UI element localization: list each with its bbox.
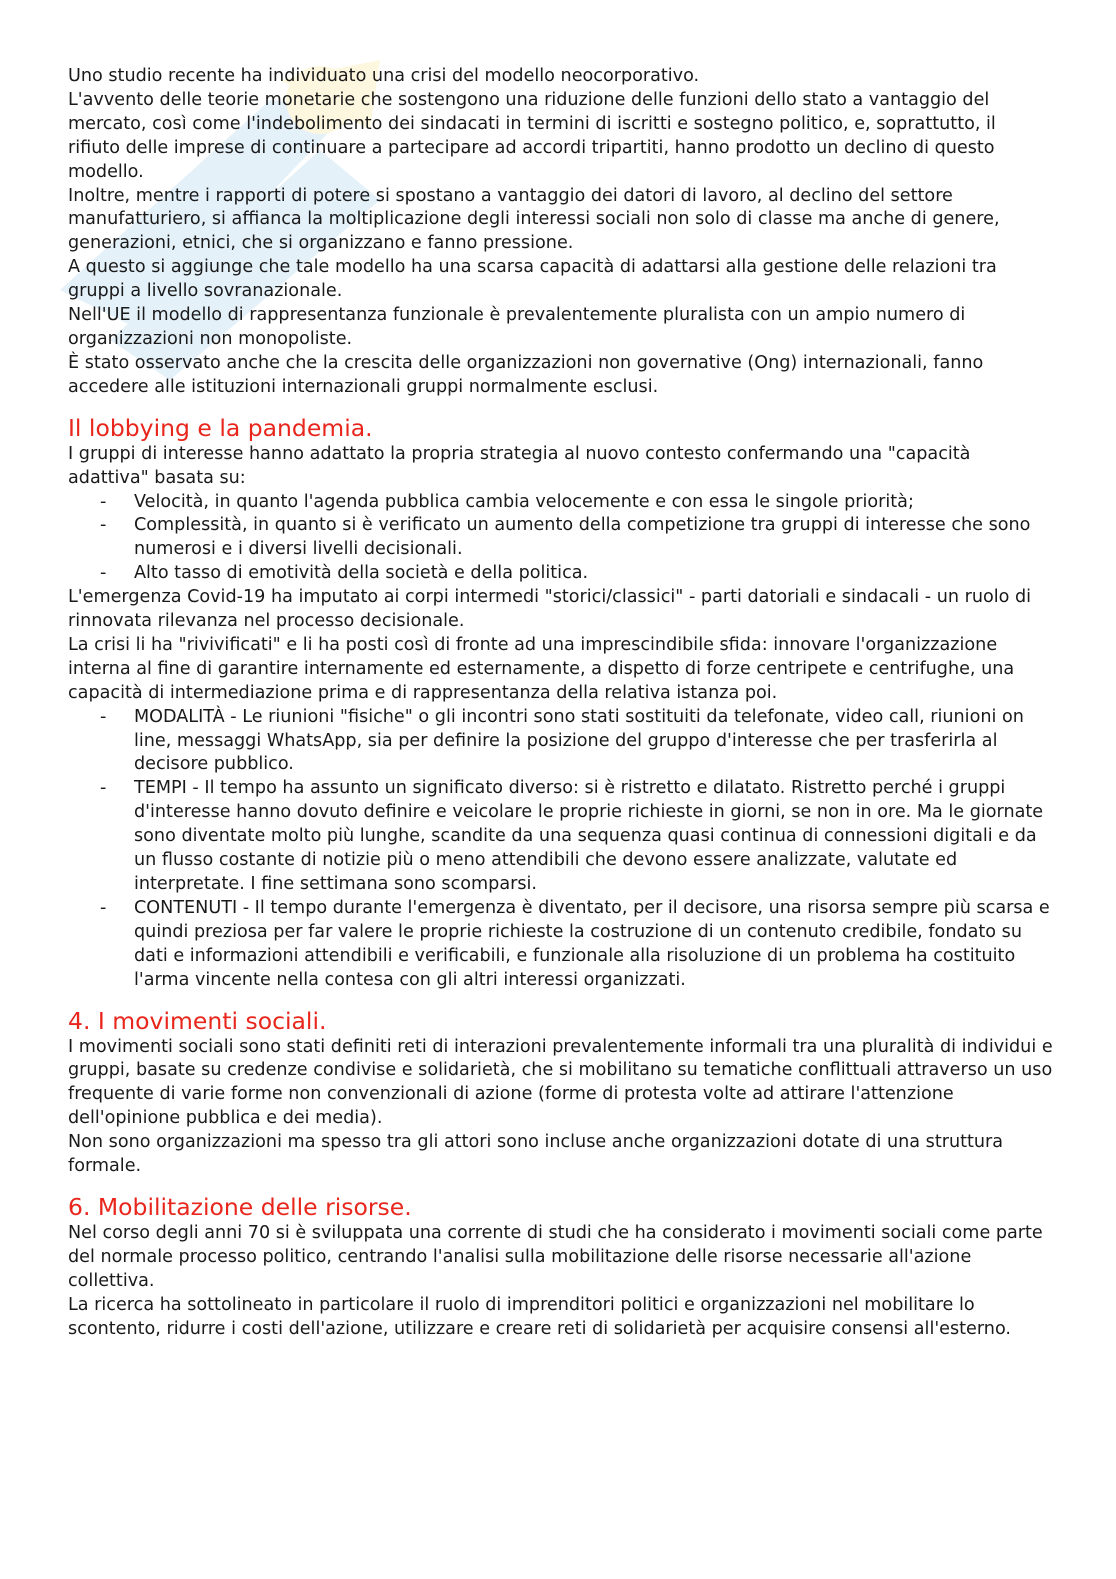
list-item-text: Velocità, in quanto l'agenda pubblica cambia velocemente e con essa le singole priorità; [134, 491, 914, 512]
bullet-dash: - [100, 491, 107, 512]
list-item-text: CONTENUTI - Il tempo durante l'emergenza è diventato, per il decisore, una risorsa sempre più scarsa e quindi preziosa per far valere le proprie richieste la costruzione di un contenuto credibile, fondato su dati e informazioni attendibili e verificabili, e funzionale alla risoluzione di un problema ha costituito l'arma vincente nella contesa con gli altri interessi organizzati. [134, 897, 1050, 990]
lobbying-intro: I gruppi di interesse hanno adattato la propria strategia al nuovo contesto confermando una "capacità adattiva" basata su: [68, 443, 971, 488]
mobilitazione-paragraph-1: Nel corso degli anni 70 si è sviluppata una corrente di studi che ha considerato i movimenti sociali come parte del normale processo politico, centrando l'analisi sulla mobilitazione delle risorse necessarie all'azione collettiva. [68, 1222, 1043, 1291]
bullet-dash: - [100, 897, 107, 918]
intro-paragraph-3: Inoltre, mentre i rapporti di potere si spostano a vantaggio dei datori di lavoro, al declino del settore manufatturiero, si affianca la moltiplicazione degli interessi sociali non solo di classe ma anche di genere, generazioni, etnici, che si organizzano e fanno pressione. [68, 185, 1000, 254]
intro-paragraph-1: Uno studio recente ha individuato una crisi del modello neocorporativo. [68, 66, 700, 86]
lobbying-bullet-list-1 [68, 491, 1053, 587]
mobilitazione-paragraph-2: La ricerca ha sottolineato in particolare il ruolo di imprenditori politici e organizzazioni nel mobilitare lo scontento, ridurre i costi dell'azione, utilizzare e creare reti di solidarietà per acquisire consensi all'esterno. [68, 1294, 1012, 1339]
list-item [68, 706, 1053, 778]
document-page [68, 65, 1053, 1342]
movimenti-paragraph-1: I movimenti sociali sono stati definiti reti di interazioni prevalentemente informali tra una pluralità di individui e gruppi, basate su credenze condivise e solidarietà, che si mobilitano su tematiche conflittuali attraverso un uso frequente di varie forme non convenzionali di azione (forme di protesta volte ad attirare l'attenzione dell'opinione pubblica e dei media). [68, 1036, 1053, 1129]
lobbying-bullet-list-2 [68, 706, 1053, 993]
intro-paragraph-5: Nell'UE il modello di rappresentanza funzionale è prevalentemente pluralista con un ampio numero di organizzazioni non monopoliste. [68, 305, 966, 349]
bullet-dash: - [100, 563, 107, 584]
movimenti-paragraph-2: Non sono organizzazioni ma spesso tra gli attori sono incluse anche organizzazioni dotate di una struttura formale. [68, 1132, 1004, 1177]
list-item [68, 562, 1053, 586]
section-heading-movimenti: 4. I movimenti sociali. [68, 1006, 327, 1035]
lobbying-paragraph-2: La crisi li ha "rivivificati" e li ha posti così di fronte ad una imprescindibile sfida: innovare l'organizzazione interna al fine di garantire internamente ed esternamente, a dispetto di forze centripete e centrifughe, una capacità di intermediazione prima e di rappresentanza della relativa istanza poi. [68, 634, 1015, 703]
list-item-text: Alto tasso di emotività della società e della politica. [134, 563, 589, 584]
list-item-text: MODALITÀ - Le riunioni "fisiche" o gli incontri sono stati sostituiti da telefonate, video call, riunioni on line, messaggi WhatsApp, sia per definire la posizione del gruppo d'interesse che per trasferirla al decisore pubblico. [134, 706, 1024, 775]
list-item [68, 777, 1053, 897]
lobbying-paragraph-1: L'emergenza Covid-19 ha imputato ai corpi intermedi "storici/classici" - parti datoriali e sindacali - un ruolo di rinnovata rilevanza nel processo decisionale. [68, 587, 1032, 632]
list-item [68, 897, 1053, 993]
list-item [68, 491, 1053, 515]
intro-paragraph-4: A questo si aggiunge che tale modello ha una scarsa capacità di adattarsi alla gestione delle relazioni tra gruppi a livello sovranazionale. [68, 257, 997, 302]
list-item [68, 514, 1053, 562]
section-heading-mobilitazione: 6. Mobilitazione delle risorse. [68, 1192, 412, 1221]
intro-paragraph-6: È stato osservato anche che la crescita delle organizzazioni non governative (Ong) internazionali, fanno accedere alle istituzioni internazionali gruppi normalmente esclusi. [68, 352, 984, 397]
list-item-text: TEMPI - Il tempo ha assunto un significato diverso: si è ristretto e dilatato. Ristretto perché i gruppi d'interesse hanno dovuto definire e veicolare le proprie richieste in giorni, se non in ore. Ma le giornate sono diventate molto più lunghe, scandite da una sequenza quasi continua di connessioni digitali e da un flusso costante di notizie più o meno attendibili che devono essere analizzate, valutate ed interpretate. I fine settimana sono scomparsi. [134, 778, 1044, 894]
bullet-dash: - [100, 706, 107, 727]
section-heading-lobbying: Il lobbying e la pandemia. [68, 413, 373, 442]
intro-paragraph-2: L'avvento delle teorie monetarie che sostengono una riduzione delle funzioni dello stato a vantaggio del mercato, così come l'indebolimento dei sindacati in termini di iscritti e sostegno politico, e, soprattutto, il rifiuto delle imprese di continuare a partecipare ad accordi tripartiti, hanno prodotto un declino di questo modello. [68, 89, 996, 182]
bullet-dash: - [100, 778, 107, 799]
bullet-dash: - [100, 515, 107, 536]
list-item-text: Complessità, in quanto si è verificato un aumento della competizione tra gruppi di interesse che sono numerosi e i diversi livelli decisionali. [134, 515, 1031, 560]
